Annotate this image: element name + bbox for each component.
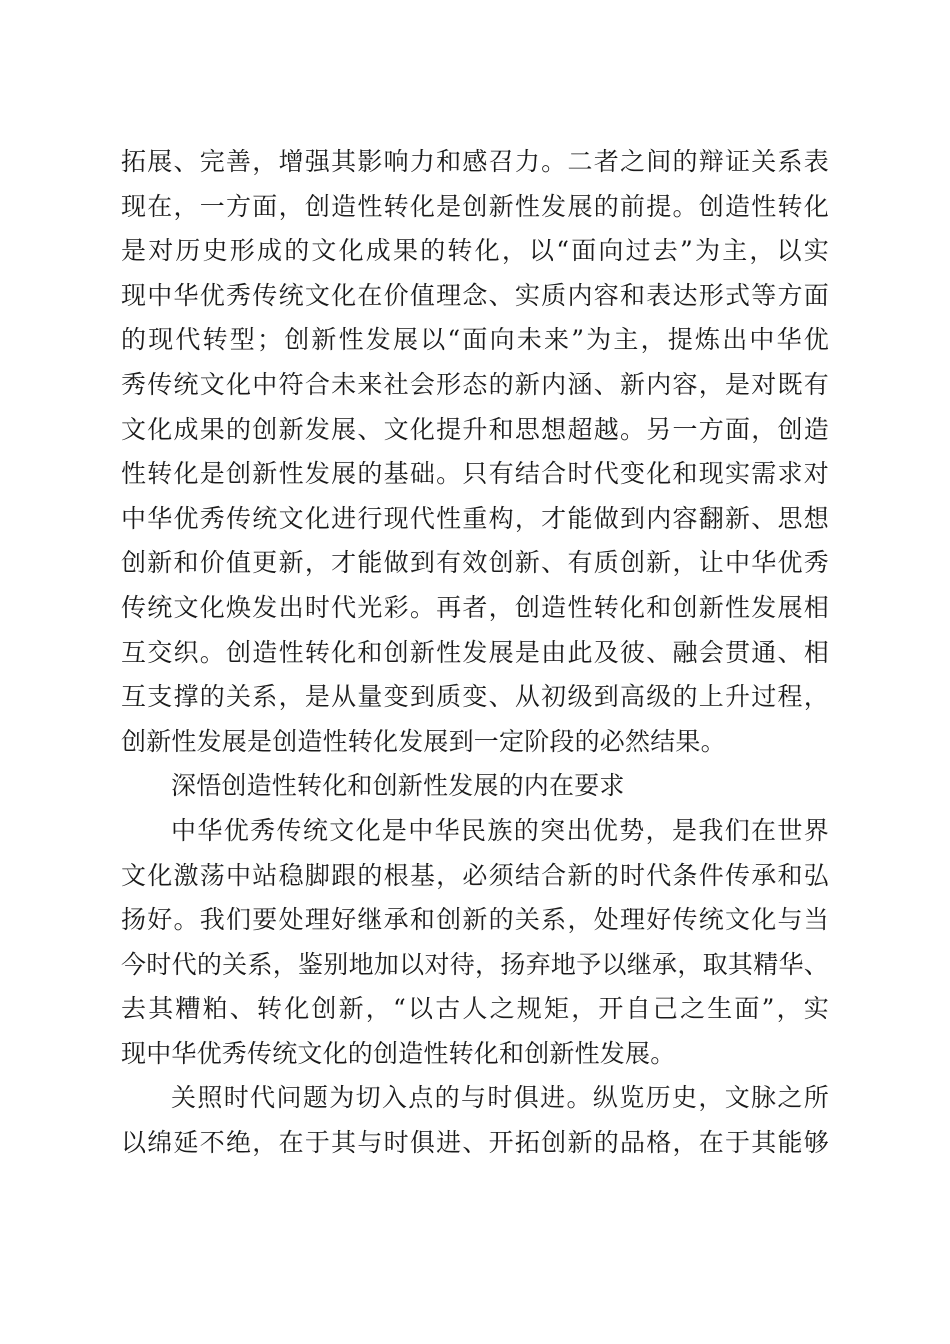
text-line: 现中华优秀传统文化的创造性转化和创新性发展。 (121, 1038, 676, 1068)
text-line: 现中华优秀传统文化在价值理念、实质内容和表达形式等方面 (121, 280, 829, 310)
text-line: 现在，一方面，创造性转化是创新性发展的前提。创造性转化 (121, 191, 829, 221)
text-line: 中华优秀传统文化是中华民族的突出优势，是我们在世界 (171, 815, 829, 845)
text-line: 互交织。创造性转化和创新性发展是由此及彼、融会贯通、相 (121, 637, 829, 667)
text-line: 秀传统文化中符合未来社会形态的新内涵、新内容，是对既有 (121, 369, 829, 399)
text-line: 以绵延不绝，在于其与时俱进、开拓创新的品格，在于其能够 (121, 1128, 829, 1158)
text-line: 互支撑的关系，是从量变到质变、从初级到高级的上升过程， (121, 682, 829, 712)
text-line: 去其糟粕、转化创新，“以古人之规矩，开自己之生面”，实 (121, 994, 829, 1024)
text-line: 今时代的关系，鉴别地加以对待，扬弃地予以继承，取其精华、 (121, 949, 829, 979)
text-line: 拓展、完善，增强其影响力和感召力。二者之间的辩证关系表 (121, 147, 829, 176)
text-line: 创新和价值更新，才能做到有效创新、有质创新，让中华优秀 (121, 548, 829, 578)
body-text (121, 140, 829, 1166)
text-line: 创新性发展是创造性转化发展到一定阶段的必然结果。 (121, 726, 726, 756)
text-line: 关照时代问题为切入点的与时俱进。纵览历史，文脉之所 (171, 1083, 829, 1113)
section-heading: 深悟创造性转化和创新性发展的内在要求 (171, 771, 625, 801)
text-line: 传统文化焕发出时代光彩。再者，创造性转化和创新性发展相 (121, 592, 829, 622)
text-line: 中华优秀传统文化进行现代性重构，才能做到内容翻新、思想 (121, 503, 829, 533)
text-line: 扬好。我们要处理好继承和创新的关系，处理好传统文化与当 (121, 905, 829, 935)
text-line: 性转化是创新性发展的基础。只有结合时代变化和现实需求对 (121, 459, 829, 489)
text-line: 文化激荡中站稳脚跟的根基，必须结合新的时代条件传承和弘 (121, 860, 829, 890)
text-line: 是对历史形成的文化成果的转化，以“面向过去”为主，以实 (121, 236, 829, 266)
text-line: 的现代转型；创新性发展以“面向未来”为主，提炼出中华优 (121, 325, 829, 355)
text-line: 文化成果的创新发展、文化提升和思想超越。另一方面，创造 (121, 414, 829, 444)
